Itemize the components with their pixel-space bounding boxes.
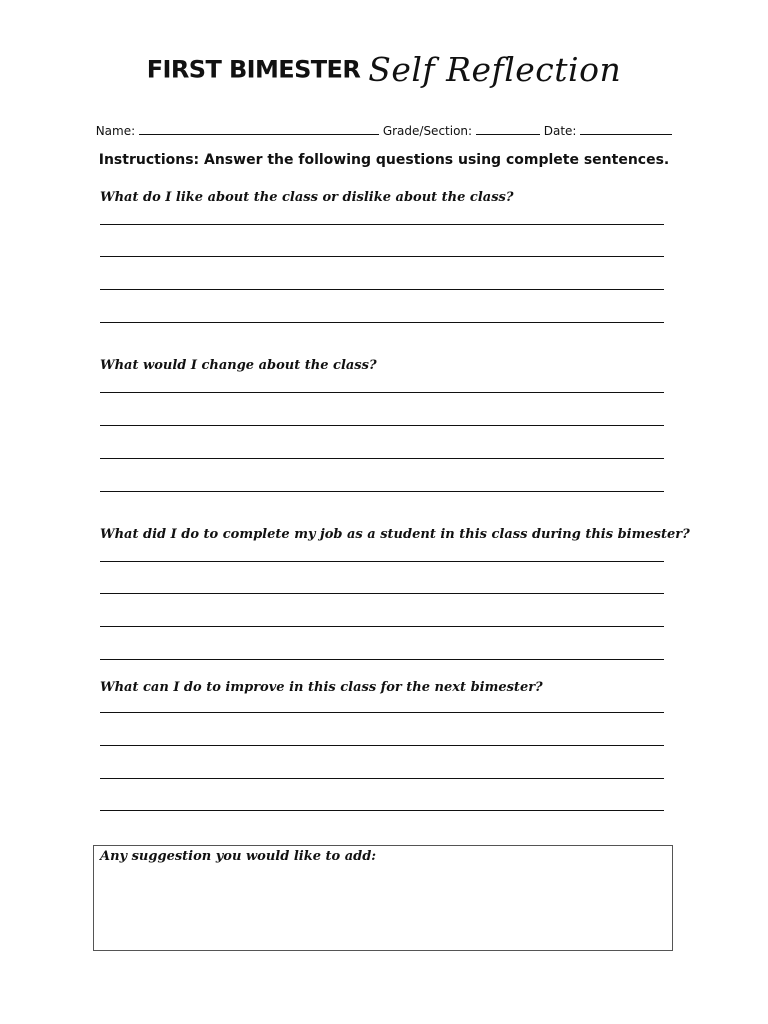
answer-line[interactable] — [100, 392, 664, 393]
answer-line[interactable] — [100, 322, 664, 323]
question-2: What would I change about the class? — [100, 358, 377, 373]
answer-line[interactable] — [100, 458, 664, 459]
grade-section-label: Grade/Section: — [382, 124, 473, 138]
name-label: Name: — [95, 124, 136, 138]
answer-line[interactable] — [100, 810, 664, 811]
answer-line[interactable] — [100, 561, 664, 562]
grade-section-field[interactable] — [476, 122, 540, 135]
title-bold-text: FIRST BIMESTER — [146, 55, 361, 84]
answer-line[interactable] — [100, 425, 664, 426]
instructions-text: Instructions: Answer the following questions using complete sentences. — [98, 152, 670, 168]
suggestion-label: Any suggestion you would like to add: — [100, 849, 377, 864]
question-4: What can I do to improve in this class for the next bimester? — [100, 680, 543, 695]
worksheet-title — [0, 50, 768, 89]
answer-line[interactable] — [100, 745, 664, 746]
question-1: What do I like about the class or dislike about the class? — [100, 190, 514, 205]
answer-line[interactable] — [100, 289, 664, 290]
answer-line[interactable] — [100, 491, 664, 492]
answer-line[interactable] — [100, 593, 664, 594]
date-field[interactable] — [580, 122, 672, 135]
answer-line[interactable] — [100, 659, 664, 660]
date-label: Date: — [543, 124, 577, 138]
answer-line[interactable] — [100, 224, 664, 225]
answer-line[interactable] — [100, 256, 664, 257]
question-3: What did I do to complete my job as a student in this class during this bimester? — [100, 527, 690, 542]
student-info-line — [0, 122, 768, 138]
answer-line[interactable] — [100, 626, 664, 627]
name-field[interactable] — [139, 122, 379, 135]
suggestion-box[interactable] — [93, 845, 673, 951]
title-script-text: Self Reflection — [368, 50, 622, 89]
answer-line[interactable] — [100, 712, 664, 713]
answer-line[interactable] — [100, 778, 664, 779]
